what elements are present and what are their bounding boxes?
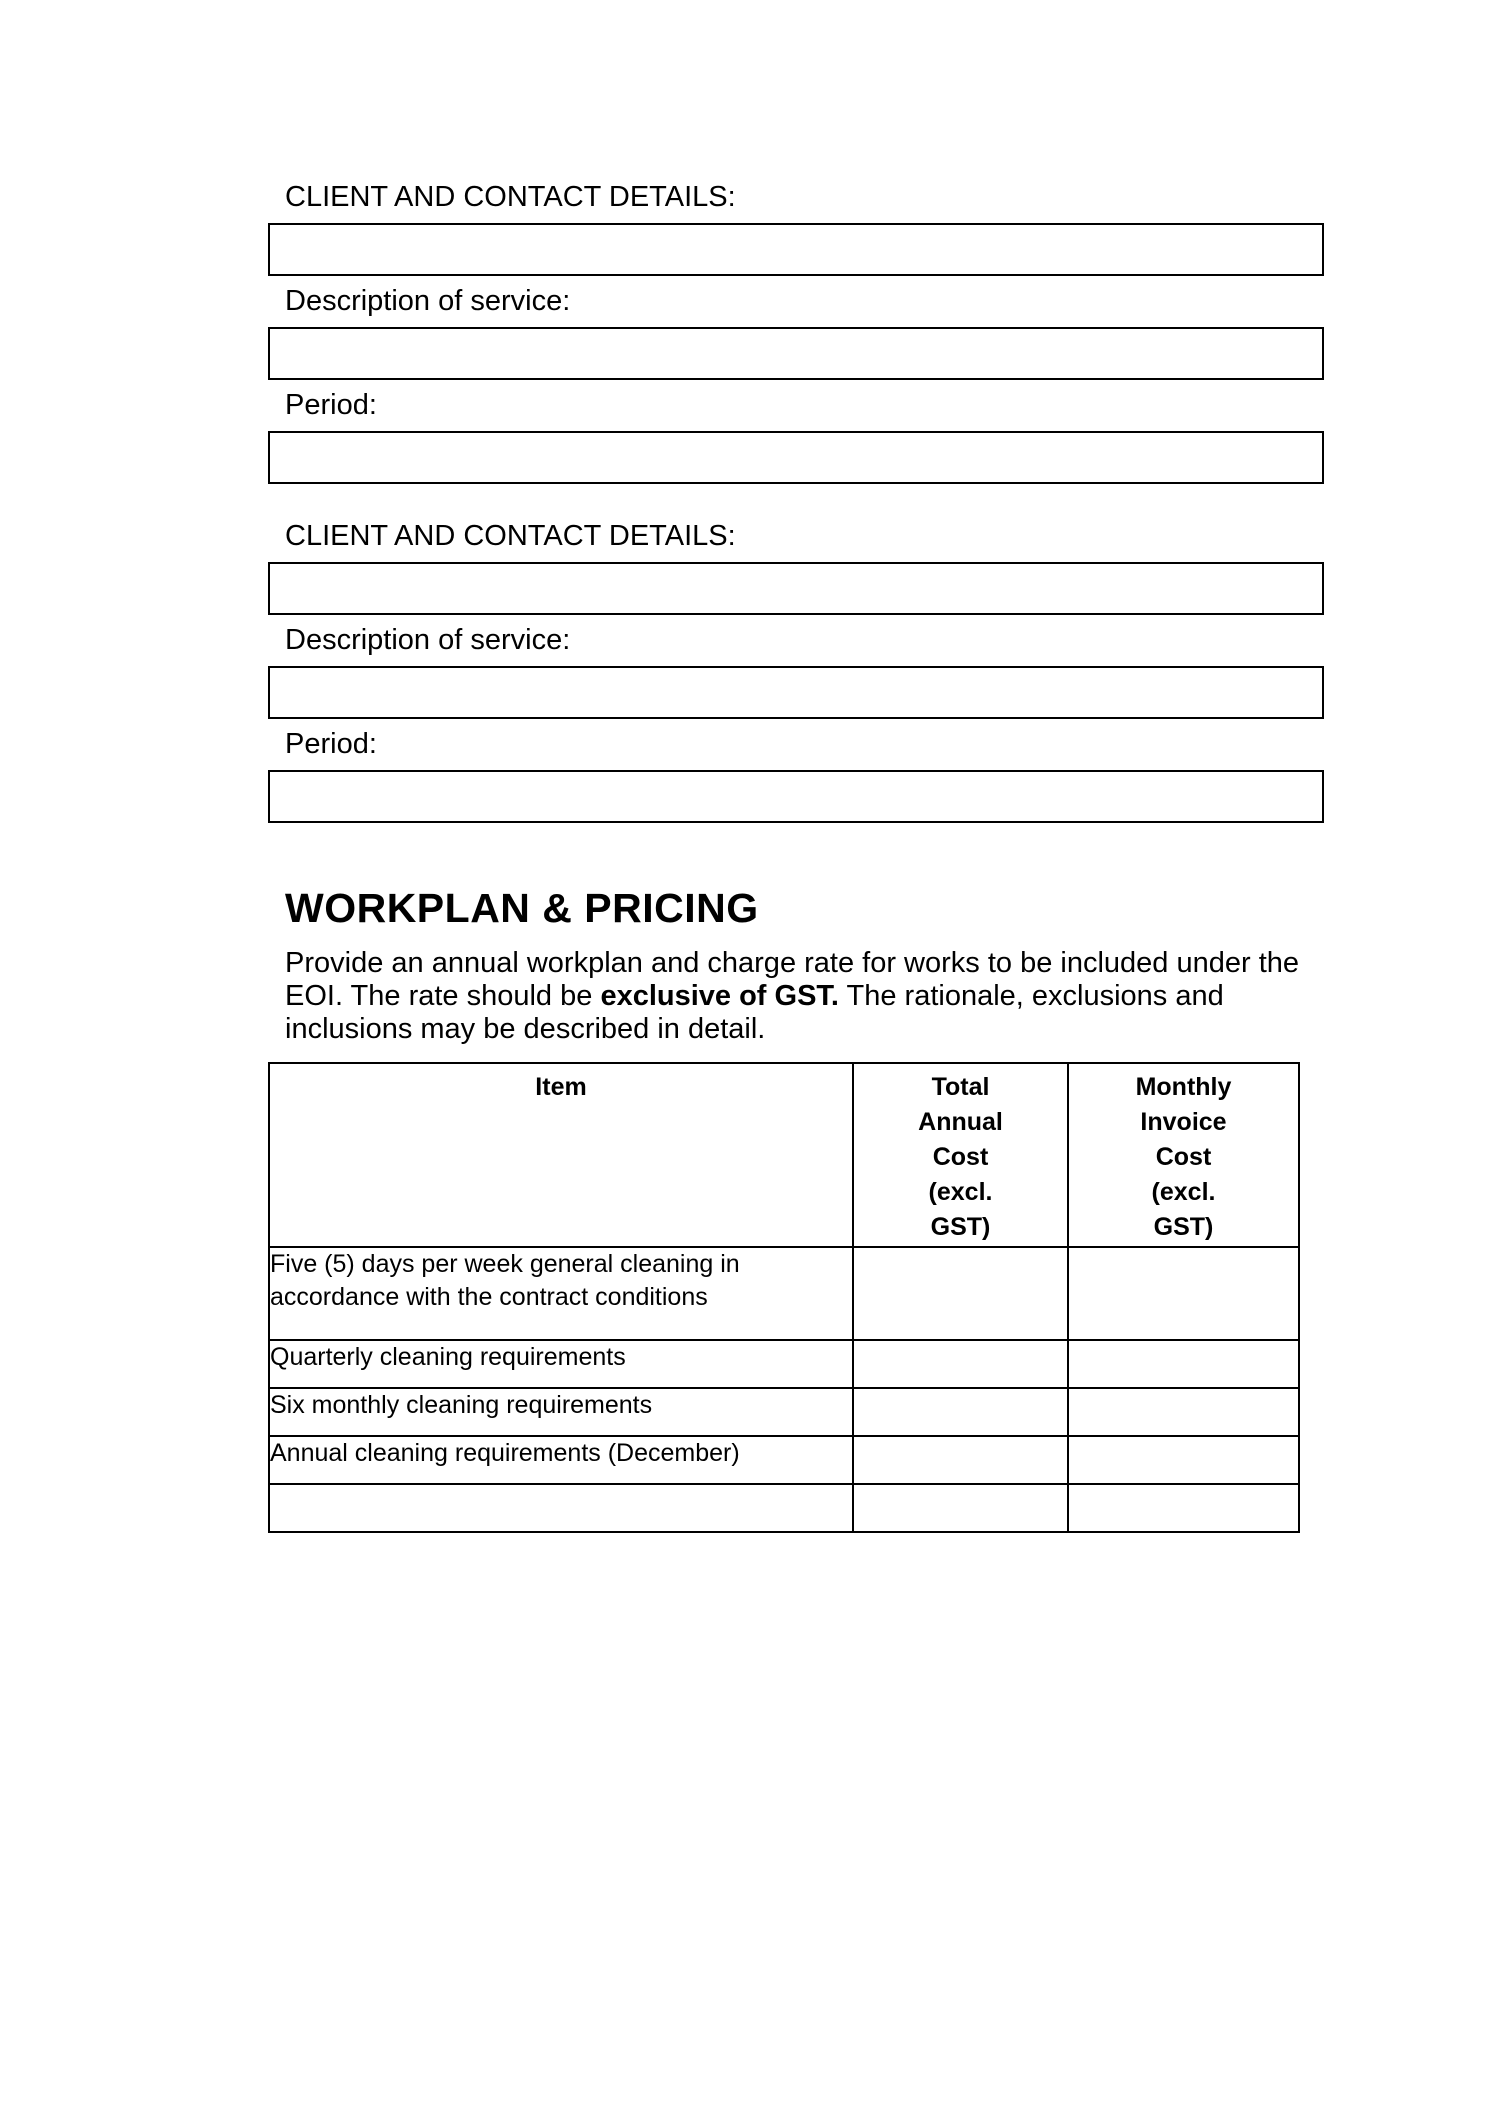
table-row: [269, 1247, 1299, 1340]
total-annual-cost-cell[interactable]: [853, 1484, 1068, 1532]
table-row-empty: [269, 1484, 1299, 1532]
column-header-total-annual-cost: Total Annual Cost (excl. GST): [853, 1063, 1068, 1247]
document-content: [268, 172, 1328, 1533]
item-cell: Annual cleaning requirements (December): [269, 1436, 853, 1484]
total-annual-cost-cell[interactable]: [853, 1436, 1068, 1484]
period-input[interactable]: [268, 431, 1324, 484]
description-of-service-input[interactable]: [268, 327, 1324, 380]
pricing-table: [268, 1062, 1300, 1533]
period-label: Period:: [285, 728, 377, 760]
client-contact-label: CLIENT AND CONTACT DETAILS:: [285, 181, 736, 213]
item-cell: Quarterly cleaning requirements: [269, 1340, 853, 1388]
column-header-monthly-invoice-cost: Monthly Invoice Cost (excl. GST): [1068, 1063, 1299, 1247]
workplan-pricing-heading: WORKPLAN & PRICING: [285, 885, 759, 931]
workplan-intro-paragraph: [285, 947, 1325, 1046]
total-annual-cost-cell[interactable]: [853, 1340, 1068, 1388]
monthly-invoice-cost-cell[interactable]: [1068, 1340, 1299, 1388]
description-of-service-input[interactable]: [268, 666, 1324, 719]
column-header-item: Item: [269, 1063, 853, 1247]
client-contact-input[interactable]: [268, 562, 1324, 615]
monthly-invoice-cost-cell[interactable]: [1068, 1388, 1299, 1436]
monthly-invoice-cost-cell[interactable]: [1068, 1247, 1299, 1340]
table-row: [269, 1436, 1299, 1484]
description-of-service-label: Description of service:: [285, 285, 571, 317]
client-contact-label: CLIENT AND CONTACT DETAILS:: [285, 520, 736, 552]
total-annual-cost-cell[interactable]: [853, 1388, 1068, 1436]
monthly-invoice-cost-cell[interactable]: [1068, 1484, 1299, 1532]
monthly-invoice-cost-cell[interactable]: [1068, 1436, 1299, 1484]
table-row: [269, 1388, 1299, 1436]
client-details-section-1: [268, 180, 1328, 484]
intro-text-bold: exclusive of GST.: [600, 980, 839, 1012]
intro-text-before: Provide an annual workplan and charge rate for works to be included under the EOI. The rate should be: [285, 947, 1300, 1012]
client-details-section-2: [268, 519, 1328, 823]
period-input[interactable]: [268, 770, 1324, 823]
item-cell: Six monthly cleaning requirements: [269, 1388, 853, 1436]
description-of-service-label: Description of service:: [285, 624, 571, 656]
table-row: [269, 1340, 1299, 1388]
intro-text-after: The rationale, exclusions and inclusions may be described in detail.: [285, 980, 1224, 1045]
client-contact-input[interactable]: [268, 223, 1324, 276]
total-annual-cost-cell[interactable]: [853, 1247, 1068, 1340]
item-cell: Five (5) days per week general cleaning in accordance with the contract conditions: [269, 1247, 853, 1340]
period-label: Period:: [285, 389, 377, 421]
pricing-table-header-row: [269, 1063, 1299, 1247]
item-cell-borderless: [269, 1484, 853, 1532]
